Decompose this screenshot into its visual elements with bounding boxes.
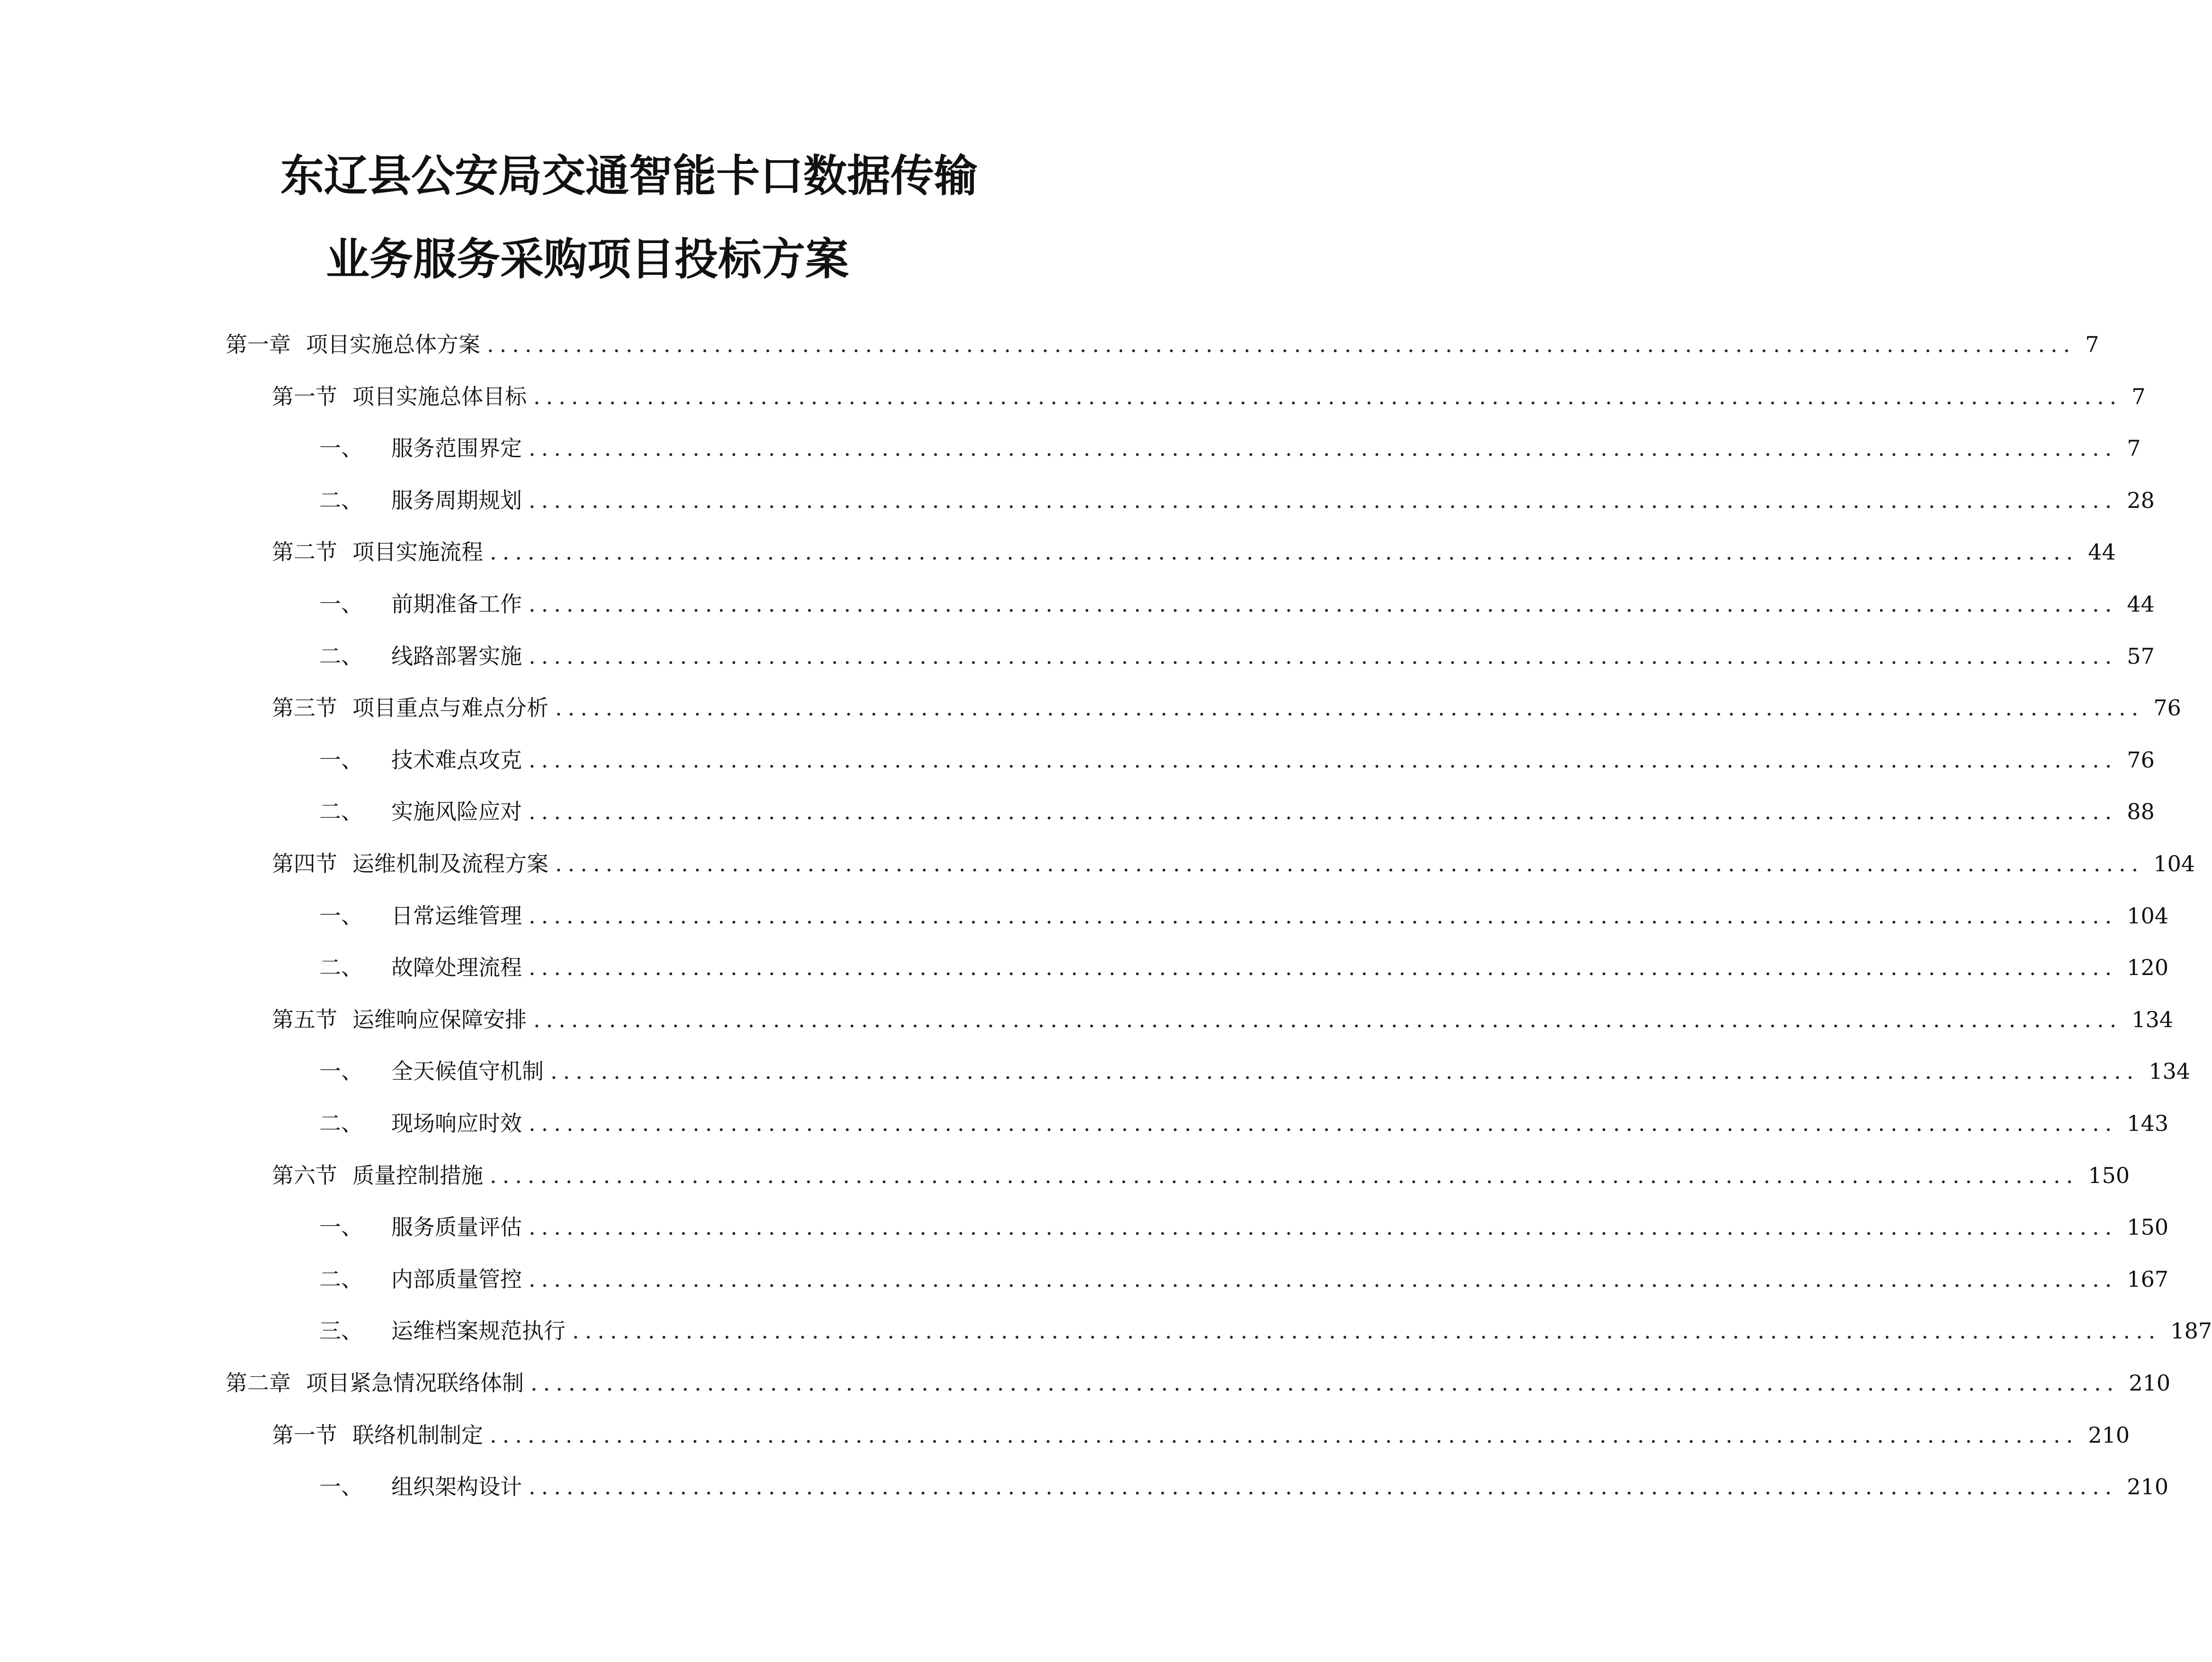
- toc-dot-leader: ..............................................................................................................................: [529, 643, 2118, 669]
- toc-entry-label: [319, 953, 522, 982]
- toc-entry-number: 一、: [319, 1058, 363, 1084]
- toc-entry-title: 现场响应时效: [391, 1111, 522, 1136]
- toc-entry-page-number: 134: [2149, 1058, 2191, 1084]
- toc-entry-page-number: 134: [2131, 1007, 2174, 1032]
- toc-entry-title: 质量控制措施: [352, 1163, 483, 1188]
- toc-entry[interactable]: [319, 474, 2155, 526]
- toc-entry-number: 二、: [319, 799, 363, 824]
- toc-entry-page-number: 7: [2085, 332, 2099, 357]
- toc-entry[interactable]: [272, 1149, 2130, 1201]
- toc-entry[interactable]: [319, 1201, 2169, 1253]
- toc-entry-title: 全天候值守机制: [391, 1058, 544, 1084]
- toc-dot-leader: ..............................................................................................................................: [490, 539, 2079, 565]
- toc-entry[interactable]: [319, 786, 2155, 838]
- document-title-line-1: 东辽县公安局交通智能卡口数据传输: [280, 151, 978, 201]
- toc-entry[interactable]: [272, 526, 2116, 578]
- toc-entry-page-number: 210: [2127, 1474, 2169, 1499]
- toc-entry-number: 一、: [319, 747, 363, 773]
- toc-entry[interactable]: [319, 1461, 2169, 1513]
- toc-entry-title: 实施风险应对: [391, 799, 522, 824]
- toc-entry-title: 日常运维管理: [391, 903, 522, 929]
- toc-entry-title: 项目实施流程: [352, 539, 483, 565]
- toc-entry-page-number: 76: [2153, 695, 2181, 721]
- toc-entry[interactable]: [272, 1409, 2130, 1461]
- toc-entry-number: 第三节: [272, 695, 337, 721]
- toc-entry-label: [272, 538, 483, 566]
- toc-dot-leader: ..............................................................................................................................: [529, 799, 2118, 824]
- toc-entry-title: 故障处理流程: [391, 955, 522, 980]
- toc-entry[interactable]: [272, 682, 2181, 734]
- toc-entry-title: 项目紧急情况联络体制: [306, 1370, 524, 1396]
- toc-dot-leader: ..............................................................................................................................: [487, 332, 2076, 357]
- toc-entry-title: 项目实施总体目标: [352, 384, 527, 409]
- toc-entry-label: [272, 1421, 483, 1449]
- toc-entry-label: [319, 590, 522, 618]
- toc-entry-page-number: 76: [2127, 747, 2155, 773]
- toc-entry[interactable]: [272, 370, 2146, 423]
- toc-entry[interactable]: [319, 1253, 2169, 1305]
- toc-entry-label: [319, 1109, 522, 1138]
- toc-dot-leader: ..............................................................................................................................: [529, 747, 2118, 773]
- toc-dot-leader: ..............................................................................................................................: [533, 384, 2122, 409]
- toc-entry-label: [272, 382, 527, 411]
- toc-entry-label: [319, 902, 522, 930]
- toc-entry-number: 第一章: [225, 332, 291, 357]
- toc-entry-label: [225, 330, 480, 359]
- toc-entry-number: 二、: [319, 1266, 363, 1292]
- toc-dot-leader: ..............................................................................................................................: [490, 1163, 2079, 1188]
- toc-dot-leader: ..............................................................................................................................: [529, 1111, 2118, 1136]
- table-of-contents: [0, 318, 2212, 1503]
- toc-entry-number: 一、: [319, 435, 363, 461]
- toc-entry-number: 二、: [319, 1111, 363, 1136]
- toc-dot-leader: ..............................................................................................................................: [572, 1318, 2161, 1344]
- toc-dot-leader: ..............................................................................................................................: [490, 1422, 2079, 1448]
- toc-entry-number: 第一节: [272, 1422, 337, 1448]
- toc-entry[interactable]: [272, 838, 2195, 890]
- toc-entry[interactable]: [319, 734, 2155, 786]
- toc-dot-leader: ..............................................................................................................................: [555, 851, 2144, 876]
- toc-entry-page-number: 44: [2088, 539, 2116, 565]
- toc-entry[interactable]: [319, 1097, 2169, 1149]
- toc-entry-label: [319, 746, 522, 774]
- toc-entry-number: 一、: [319, 591, 363, 617]
- toc-dot-leader: ..............................................................................................................................: [529, 1214, 2118, 1240]
- toc-dot-leader: ..............................................................................................................................: [555, 695, 2144, 721]
- toc-entry-label: [319, 797, 522, 826]
- toc-dot-leader: ..............................................................................................................................: [529, 903, 2118, 929]
- toc-entry-number: 二、: [319, 955, 363, 980]
- toc-entry[interactable]: [319, 890, 2169, 942]
- toc-entry-label: [319, 1472, 522, 1501]
- toc-entry-page-number: 44: [2127, 591, 2155, 617]
- toc-entry-label: [272, 1005, 527, 1034]
- toc-entry-label: [319, 1057, 544, 1085]
- toc-dot-leader: ..............................................................................................................................: [529, 955, 2118, 980]
- toc-entry-number: 第一节: [272, 384, 337, 409]
- toc-entry-number: 一、: [319, 1474, 363, 1499]
- toc-entry[interactable]: [225, 318, 2099, 370]
- toc-entry-label: [272, 1161, 483, 1190]
- toc-entry-page-number: 143: [2127, 1111, 2169, 1136]
- toc-entry[interactable]: [319, 578, 2155, 630]
- toc-entry-page-number: 57: [2127, 643, 2155, 669]
- toc-entry-title: 项目实施总体方案: [306, 332, 480, 357]
- toc-entry-page-number: 88: [2127, 799, 2155, 824]
- toc-entry[interactable]: [319, 1045, 2191, 1097]
- toc-entry-page-number: 28: [2127, 488, 2155, 513]
- toc-entry[interactable]: [319, 1305, 2212, 1357]
- toc-entry-number: 第六节: [272, 1163, 337, 1188]
- toc-entry-number: 第二章: [225, 1370, 291, 1396]
- document-title-line-2: 业务服务采购项目投标方案: [326, 234, 849, 285]
- toc-entry-title: 服务质量评估: [391, 1214, 522, 1240]
- toc-entry-title: 服务范围界定: [391, 435, 522, 461]
- toc-entry-page-number: 210: [2088, 1422, 2130, 1448]
- toc-entry-title: 运维机制及流程方案: [352, 851, 549, 876]
- toc-entry-page-number: 104: [2153, 851, 2195, 876]
- toc-entry-page-number: 150: [2127, 1214, 2169, 1240]
- toc-dot-leader: ..............................................................................................................................: [550, 1058, 2140, 1084]
- toc-entry-page-number: 210: [2129, 1370, 2171, 1396]
- toc-entry-label: [319, 486, 522, 515]
- toc-dot-leader: ..............................................................................................................................: [529, 1474, 2118, 1499]
- toc-entry-label: [319, 1265, 522, 1293]
- toc-entry-title: 运维响应保障安排: [352, 1007, 527, 1032]
- toc-dot-leader: ..............................................................................................................................: [533, 1007, 2122, 1032]
- toc-entry-number: 第五节: [272, 1007, 337, 1032]
- toc-entry-title: 技术难点攻克: [391, 747, 522, 773]
- toc-dot-leader: ..............................................................................................................................: [529, 591, 2118, 617]
- toc-entry-number: 二、: [319, 643, 363, 669]
- toc-dot-leader: ..............................................................................................................................: [529, 488, 2118, 513]
- toc-dot-leader: ..............................................................................................................................: [529, 1266, 2118, 1292]
- toc-entry-page-number: 104: [2127, 903, 2169, 929]
- toc-dot-leader: ..............................................................................................................................: [529, 435, 2118, 461]
- toc-entry-number: 第四节: [272, 851, 337, 876]
- toc-entry-page-number: 150: [2088, 1163, 2130, 1188]
- toc-entry-number: 第二节: [272, 539, 337, 565]
- toc-entry-page-number: 187: [2170, 1318, 2212, 1344]
- toc-entry-title: 线路部署实施: [391, 643, 522, 669]
- toc-entry-page-number: 7: [2127, 435, 2141, 461]
- toc-entry-title: 内部质量管控: [391, 1266, 522, 1292]
- toc-entry-label: [319, 1213, 522, 1241]
- toc-entry-title: 联络机制制定: [352, 1422, 483, 1448]
- toc-entry-page-number: 7: [2131, 384, 2146, 409]
- toc-entry-number: 二、: [319, 488, 363, 513]
- toc-entry-label: [319, 1317, 566, 1345]
- toc-entry-label: [272, 849, 549, 878]
- toc-entry[interactable]: [225, 1357, 2171, 1409]
- toc-entry-title: 服务周期规划: [391, 488, 522, 513]
- toc-dot-leader: ..............................................................................................................................: [531, 1370, 2120, 1396]
- toc-entry-title: 组织架构设计: [391, 1474, 522, 1499]
- toc-entry-number: 一、: [319, 903, 363, 929]
- toc-entry-page-number: 120: [2127, 955, 2169, 980]
- toc-entry-label: [225, 1369, 524, 1397]
- toc-entry[interactable]: [319, 630, 2155, 682]
- toc-entry[interactable]: [319, 941, 2169, 994]
- toc-entry-page-number: 167: [2127, 1266, 2169, 1292]
- toc-entry[interactable]: [272, 994, 2174, 1046]
- toc-entry-title: 运维档案规范执行: [391, 1318, 566, 1344]
- toc-entry-number: 三、: [319, 1318, 363, 1344]
- toc-entry-label: [319, 642, 522, 670]
- toc-entry-title: 项目重点与难点分析: [352, 695, 549, 721]
- toc-entry-title: 前期准备工作: [391, 591, 522, 617]
- toc-entry-number: 一、: [319, 1214, 363, 1240]
- toc-entry[interactable]: [319, 422, 2141, 474]
- toc-entry-label: [319, 434, 522, 462]
- toc-entry-label: [272, 694, 549, 722]
